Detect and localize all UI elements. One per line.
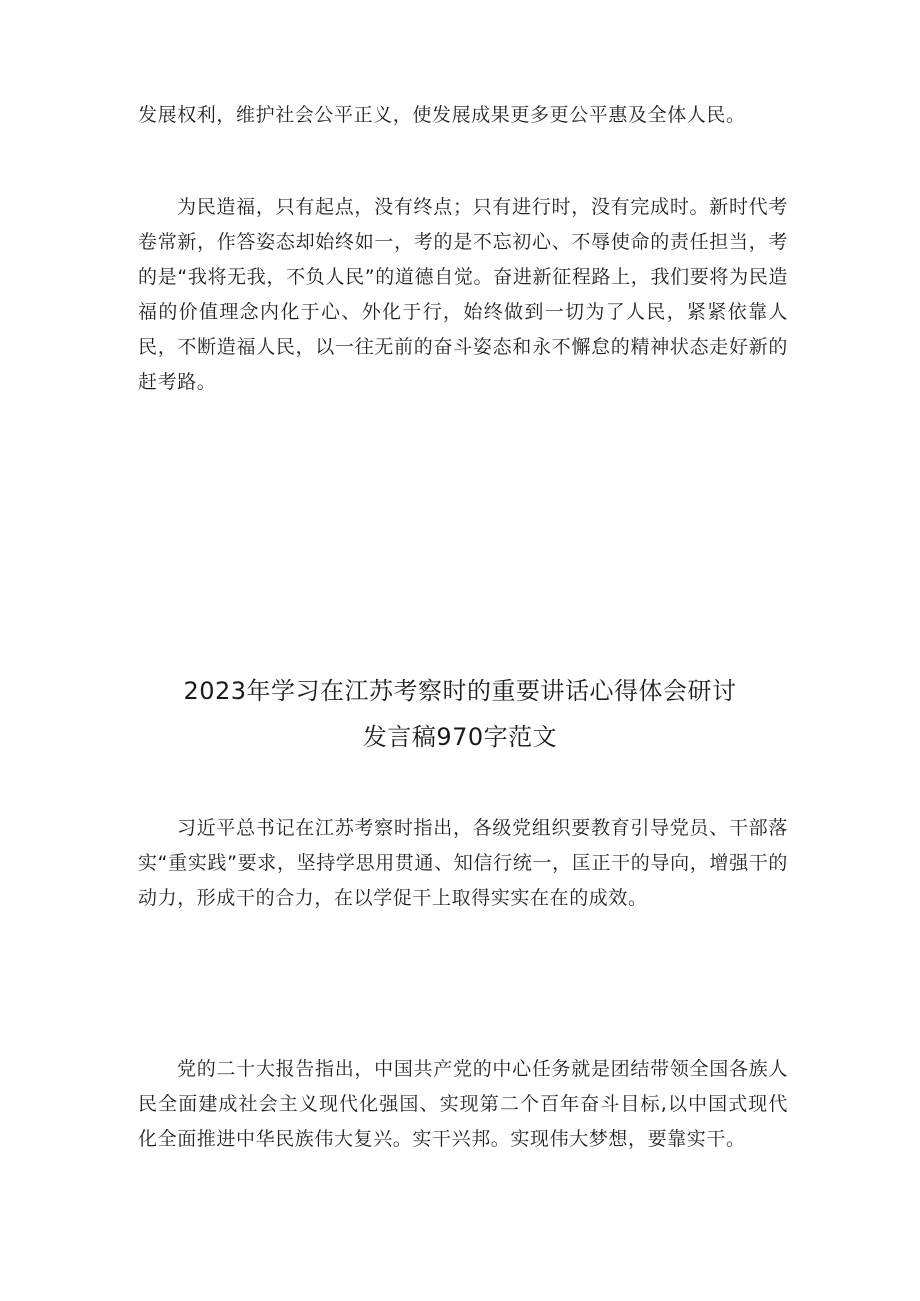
paragraph-twentieth-congress: 党的二十大报告指出，中国共产党的中心任务就是团结带领全国各族人民全面建成社会主义现代化强国、实现第二个百年奋斗目标,以中国式现代化全面推进中华民族伟大复兴。实干兴邦。实现伟大梦想，要靠实干。 [138,1058,788,1150]
paragraph-jiangsu-inspection: 习近平总书记在江苏考察时指出，各级党组织要教育引导党员、干部落实“重实践”要求，坚持学思用贯通、知信行统一，匡正干的导向，增强干的动力，形成干的合力，在以学促干上取得实实在在的成效。 [138,817,788,909]
article-title-line-1: 2023年学习在江苏考察时的重要讲话心得体会研讨 [183,677,737,705]
paragraph-continuation: 发展权利，维护社会公平正义，使发展成果更多更公平惠及全体人民。 [138,104,746,126]
paragraph-people-welfare: 为民造福，只有起点，没有终点；只有进行时，没有完成时。新时代考卷常新，作答姿态却始终如一，考的是不忘初心、不辱使命的责任担当，考的是“我将无我，不负人民”的道德自觉。奋进新征程路上，我们要将为民造福的价值理念内化于心、外化于行，始终做到一切为了人民，紧紧依靠人民，不断造福人民，以一往无前的奋斗姿态和永不懈怠的精神状态走好新的赶考路。 [138,196,788,393]
article-title-line-2: 发言稿970字范文 [362,723,558,751]
